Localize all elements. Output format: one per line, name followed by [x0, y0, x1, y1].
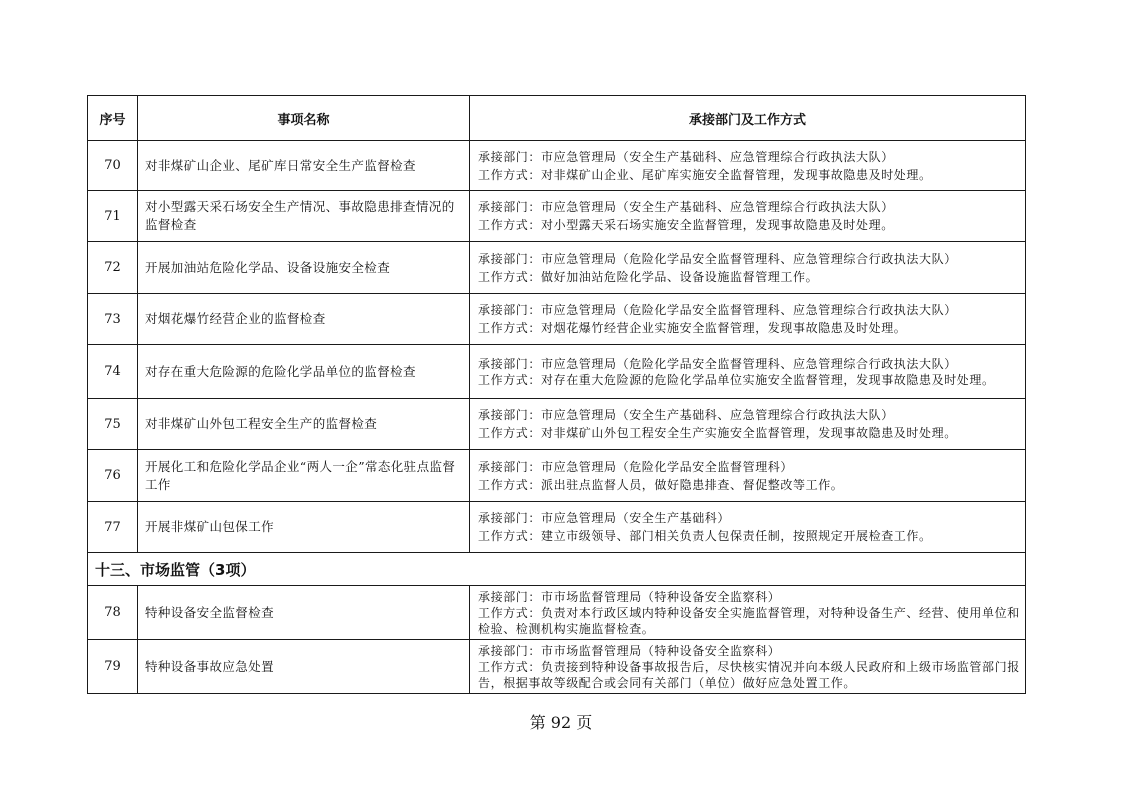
table-row [88, 294, 1026, 345]
department-method-cell [470, 141, 1026, 191]
matter-name: 特种设备事故应急处置 [138, 640, 470, 694]
method-text: 工作方式：负责对本行政区域内特种设备安全实施监督管理，对特种设备生产、经营、使用单位和检验、检测机构实施监督检查。 [478, 605, 1020, 636]
header-department-method: 承接部门及工作方式 [470, 96, 1026, 141]
table-row [88, 141, 1026, 191]
department-text: 承接部门：市应急管理局（安全生产基础科、应急管理综合行政执法大队） [478, 149, 894, 164]
department-method-cell [470, 399, 1026, 450]
matters-table [87, 95, 1026, 694]
row-number: 75 [88, 399, 138, 450]
method-text: 工作方式：负责接到特种设备事故报告后，尽快核实情况并向本级人民政府和上级市场监管部门报告，根据事故等级配合或会同有关部门（单位）做好应急处置工作。 [478, 659, 1020, 690]
department-method-cell [470, 502, 1026, 553]
row-number: 76 [88, 450, 138, 502]
department-method-cell [470, 191, 1026, 242]
method-text: 工作方式：对存在重大危险源的危险化学品单位实施安全监督管理，发现事故隐患及时处理。 [478, 372, 995, 387]
table-header-row [88, 96, 1026, 141]
section-title: 十三、市场监管（3项） [88, 553, 1026, 586]
department-text: 承接部门：市应急管理局（安全生产基础科、应急管理综合行政执法大队） [478, 408, 894, 422]
department-text: 承接部门：市市场监督管理局（特种设备安全监察科） [478, 589, 781, 604]
section-header-row [88, 553, 1026, 586]
row-number: 74 [88, 345, 138, 399]
matter-name: 特种设备安全监督检查 [138, 586, 470, 640]
method-text: 工作方式：派出驻点监督人员，做好隐患排查、督促整改等工作。 [478, 477, 844, 492]
table-row [88, 450, 1026, 502]
page-number: 第 92 页 [529, 713, 593, 732]
department-text: 承接部门：市应急管理局（危险化学品安全监督管理科、应急管理综合行政执法大队） [478, 356, 957, 371]
matter-name: 对烟花爆竹经营企业的监督检查 [138, 294, 470, 345]
matter-name: 开展非煤矿山包保工作 [138, 502, 470, 553]
department-method-cell [470, 242, 1026, 294]
header-serial-number: 序号 [88, 96, 138, 141]
department-text: 承接部门：市应急管理局（安全生产基础科、应急管理综合行政执法大队） [478, 200, 894, 214]
matter-name: 对存在重大危险源的危险化学品单位的监督检查 [138, 345, 470, 399]
table-row [88, 191, 1026, 242]
method-text: 工作方式：做好加油站危险化学品、设备设施监督管理工作。 [478, 269, 819, 284]
matter-name: 对非煤矿山企业、尾矿库日常安全生产监督检查 [138, 141, 470, 191]
department-method-cell [470, 294, 1026, 345]
department-text: 承接部门：市应急管理局（安全生产基础科） [478, 511, 731, 525]
matter-name: 开展加油站危险化学品、设备设施安全检查 [138, 242, 470, 294]
method-text: 工作方式：建立市级领导、部门相关负责人包保责任制，按照规定开展检查工作。 [478, 529, 932, 543]
department-text: 承接部门：市应急管理局（危险化学品安全监督管理科） [478, 459, 794, 474]
matter-name: 对小型露天采石场安全生产情况、事故隐患排查情况的监督检查 [138, 191, 470, 242]
row-number: 73 [88, 294, 138, 345]
matter-name: 开展化工和危险化学品企业“两人一企”常态化驻点监督工作 [138, 450, 470, 502]
row-number: 71 [88, 191, 138, 242]
header-matter-name: 事项名称 [138, 96, 470, 141]
row-number: 78 [88, 586, 138, 640]
table-row [88, 345, 1026, 399]
table-row [88, 586, 1026, 640]
table-row [88, 399, 1026, 450]
table-row [88, 242, 1026, 294]
method-text: 工作方式：对非煤矿山外包工程安全生产实施安全监督管理，发现事故隐患及时处理。 [478, 426, 957, 440]
department-text: 承接部门：市市场监督管理局（特种设备安全监察科） [478, 643, 781, 658]
method-text: 工作方式：对烟花爆竹经营企业实施安全监督管理，发现事故隐患及时处理。 [478, 321, 907, 335]
department-method-cell [470, 450, 1026, 502]
table-row [88, 640, 1026, 694]
department-text: 承接部门：市应急管理局（危险化学品安全监督管理科、应急管理综合行政执法大队） [478, 251, 957, 266]
matters-table-container [87, 95, 1025, 694]
method-text: 工作方式：对非煤矿山企业、尾矿库实施安全监督管理，发现事故隐患及时处理。 [478, 167, 932, 182]
row-number: 79 [88, 640, 138, 694]
row-number: 70 [88, 141, 138, 191]
method-text: 工作方式：对小型露天采石场实施安全监督管理，发现事故隐患及时处理。 [478, 218, 894, 232]
matter-name: 对非煤矿山外包工程安全生产的监督检查 [138, 399, 470, 450]
department-text: 承接部门：市应急管理局（危险化学品安全监督管理科、应急管理综合行政执法大队） [478, 303, 957, 317]
department-method-cell [470, 345, 1026, 399]
row-number: 72 [88, 242, 138, 294]
department-method-cell [470, 640, 1026, 694]
table-row [88, 502, 1026, 553]
department-method-cell [470, 586, 1026, 640]
row-number: 77 [88, 502, 138, 553]
